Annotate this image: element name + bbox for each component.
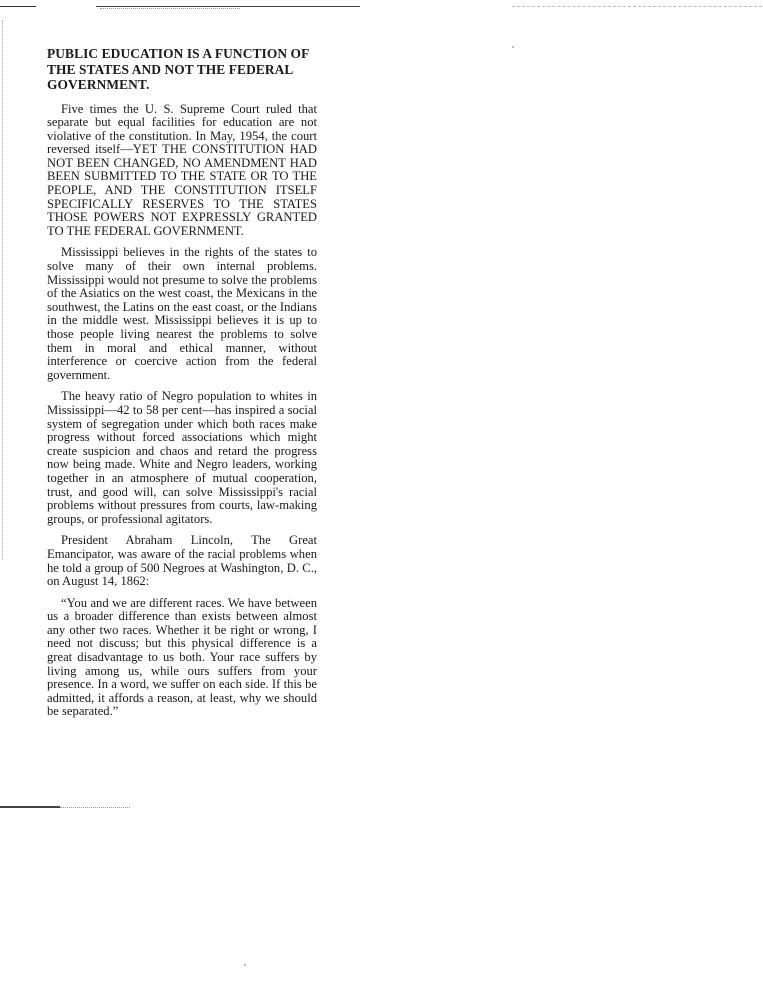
scan-edge-line: [0, 6, 36, 7]
scan-edge-line: [0, 806, 60, 808]
scan-left-edge: [2, 20, 3, 560]
scan-speck: [244, 964, 246, 966]
article-headline: PUBLIC EDUCATION IS A FUNCTION OF THE STATES AND NOT THE FEDERAL GOVERNMENT.: [47, 46, 309, 92]
paragraph-supreme-court: Five times the U. S. Supreme Court ruled that separate but equal facilities for education are not violative of the constitution. In May, 1954, the court reversed itself—YET THE CONSTITUTION HAD NOT BEEN CHANGED, NO AMENDMENT HAD BEEN SUBMITTED TO THE STATE OR TO THE PEOPLE, AND THE CONSTITUTION ITSELF SPECIFICALLY RESERVES TO THE STATES THOSE POWERS NOT EXPRESSLY GRANTED TO THE FEDERAL GOVERNMENT.: [47, 101, 317, 238]
paragraph-lincoln-intro: President Abraham Lincoln, The Great Emancipator, was aware of the racial problems when he told a group of 500 Negroes at Washington, D. C., on August 14, 1862:: [47, 533, 317, 589]
paragraph-lincoln-quote: “You and we are different races. We have between us a broader difference than exists between almost any other two races. Whether it be right or wrong, I need not discuss; but this physical difference is a great disadvantage to us both. Your race suffers by living among us, while ours suffers from your presence. In a word, we suffer on each side. If this be admitted, it affords a reason, at least, why we should be separated.”: [47, 595, 317, 719]
scan-speck: [512, 46, 514, 48]
paragraph-states-rights: Mississippi believes in the rights of the states to solve many of their own internal problems. Mississippi would not presume to solve the problems of the Asiatics on the west coast, the Mexicans in the southwest, the Latins on the east coast, or the Indians in the middle west. Mississippi believes it is up to those people living nearest the problems to solve them in moral and ethical manner, without interference or coercive action from the federal government.: [47, 245, 317, 382]
scan-edge-line: [96, 6, 360, 7]
scan-edge-line: [512, 6, 762, 7]
paragraph-population-ratio: The heavy ratio of Negro population to whites in Mississippi—42 to 58 per cent—has inspired a social system of segregation under which both races make progress without forced associations which might create suspicion and chaos and retard the progress now being made. White and Negro leaders, working together in an atmosphere of mutual cooperation, trust, and good will, can solve Mississippi's racial problems without pressures from courts, law-making groups, or professional agitators.: [47, 389, 317, 526]
article-column: [47, 46, 317, 727]
scan-edge-line: [60, 807, 130, 808]
scan-edge-line: [100, 8, 240, 9]
